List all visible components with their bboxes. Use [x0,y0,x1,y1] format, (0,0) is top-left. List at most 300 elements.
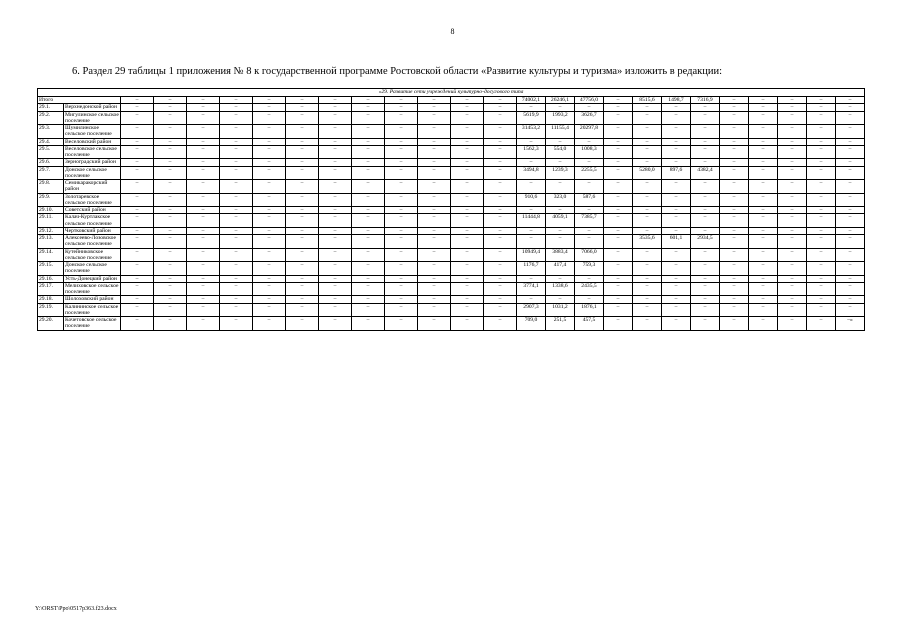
data-cell: – [418,125,451,139]
data-cell: – [484,282,517,296]
data-cell: – [807,166,836,180]
data-cell: – [720,97,749,104]
row-name: Чертковский район [64,227,121,234]
data-cell: – [633,227,662,234]
data-cell: – [691,275,720,282]
data-cell: – [187,97,220,104]
data-cell: – [418,296,451,303]
data-cell: – [836,111,865,125]
data-cell: – [517,275,546,282]
data-cell: – [778,159,807,166]
data-cell: – [385,275,418,282]
data-cell: – [749,193,778,207]
data-cell: – [418,317,451,331]
data-cell: – [778,166,807,180]
data-cell: – [749,262,778,276]
data-cell: – [484,296,517,303]
row-number: 29.15. [38,262,64,276]
data-cell: – [836,214,865,228]
data-cell: – [546,296,575,303]
data-cell: – [836,282,865,296]
data-cell: – [451,262,484,276]
data-cell: – [451,104,484,111]
data-cell: – [778,227,807,234]
data-cell: – [418,166,451,180]
table-row [38,166,865,180]
data-cell: – [451,145,484,159]
data-cell: – [187,282,220,296]
data-cell: 11155,4 [546,125,575,139]
data-cell: 251,5 [546,317,575,331]
row-number: 29.14. [38,248,64,262]
data-cell: – [352,180,385,194]
data-cell: – [121,317,154,331]
data-cell: – [220,193,253,207]
data-cell: – [720,262,749,276]
data-cell: – [633,180,662,194]
data-cell: – [633,248,662,262]
data-cell: – [385,227,418,234]
data-cell: – [154,296,187,303]
data-cell: – [749,303,778,317]
table-row [38,207,865,214]
data-cell: – [749,282,778,296]
row-number: 29.2. [38,111,64,125]
data-cell: – [187,207,220,214]
data-cell: – [253,296,286,303]
data-cell: – [662,180,691,194]
data-cell: – [807,214,836,228]
data-cell: – [253,159,286,166]
data-cell: – [286,159,319,166]
data-cell: 74002,1 [517,97,546,104]
data-cell: – [121,235,154,249]
data-cell: –» [836,317,865,331]
data-cell: – [286,214,319,228]
data-cell: – [546,159,575,166]
data-cell: 5619,9 [517,111,546,125]
row-name: Калач-Куртлакское сельское поселение [64,214,121,228]
data-cell: – [749,111,778,125]
table-row [38,111,865,125]
data-cell: – [575,104,604,111]
data-cell: – [778,317,807,331]
data-cell: 47756,0 [575,97,604,104]
data-cell: – [604,248,633,262]
data-cell: 7066,0 [575,248,604,262]
data-cell: – [807,193,836,207]
data-cell: – [633,145,662,159]
data-cell: – [604,111,633,125]
data-cell: – [253,145,286,159]
data-cell: – [807,159,836,166]
data-cell: 554,0 [546,145,575,159]
data-cell: – [121,104,154,111]
row-number: 29.4. [38,138,64,145]
data-cell: – [807,138,836,145]
data-cell: – [352,262,385,276]
data-cell: – [778,248,807,262]
data-cell: – [451,303,484,317]
data-cell: – [352,235,385,249]
data-cell: – [807,207,836,214]
data-cell: – [836,180,865,194]
data-cell: – [633,296,662,303]
data-cell: – [253,214,286,228]
data-cell: – [836,275,865,282]
data-cell: – [604,296,633,303]
data-cell: – [778,303,807,317]
data-cell: – [778,111,807,125]
data-cell: – [121,303,154,317]
data-cell: – [720,111,749,125]
data-cell: – [720,227,749,234]
data-cell: – [385,138,418,145]
data-cell: – [546,207,575,214]
data-cell: – [604,227,633,234]
data-cell: 20297,8 [575,125,604,139]
data-cell: – [220,104,253,111]
data-cell: – [352,227,385,234]
row-number: 29.1. [38,104,64,111]
data-cell: – [286,145,319,159]
data-cell: – [633,207,662,214]
data-cell: – [778,296,807,303]
data-cell: – [352,97,385,104]
data-cell: – [451,159,484,166]
data-cell: – [778,235,807,249]
data-cell: – [187,125,220,139]
data-cell: – [253,248,286,262]
row-name: Зерноградский район [64,159,121,166]
data-cell: – [220,275,253,282]
data-cell: – [691,262,720,276]
data-cell: – [187,262,220,276]
data-cell: – [778,275,807,282]
data-cell: – [220,317,253,331]
data-cell: – [121,248,154,262]
data-cell: 1239,3 [546,166,575,180]
row-name: Семикаракорский район [64,180,121,194]
data-cell: – [662,248,691,262]
data-cell: – [451,125,484,139]
data-cell: – [385,296,418,303]
data-cell: – [352,159,385,166]
data-cell: – [691,296,720,303]
row-number: 29.9. [38,193,64,207]
data-cell: – [418,303,451,317]
row-name: Мигулинское сельское поселение [65,111,119,124]
data-cell: – [807,97,836,104]
data-cell: – [385,104,418,111]
row-number: 29.18. [38,296,64,303]
data-cell: – [220,214,253,228]
data-cell: – [187,180,220,194]
data-cell: – [352,166,385,180]
data-cell: – [286,235,319,249]
data-cell: – [604,180,633,194]
data-cell: 1498,7 [662,97,691,104]
data-cell: – [778,138,807,145]
row-name: Мелиховское сельское поселение [64,282,121,296]
data-cell: – [319,180,352,194]
data-cell: 3535,6 [633,235,662,249]
data-cell: – [575,227,604,234]
data-cell: – [807,227,836,234]
data-cell: – [451,275,484,282]
data-cell: – [575,180,604,194]
data-cell: – [517,207,546,214]
data-cell: – [836,303,865,317]
data-cell: – [720,303,749,317]
data-cell: – [319,159,352,166]
data-cell: – [286,193,319,207]
data-cell: – [286,138,319,145]
row-number: 29.13. [38,235,64,249]
data-cell: – [484,159,517,166]
row-label: Итого [38,97,121,104]
data-cell: – [451,227,484,234]
data-cell: – [187,303,220,317]
data-cell: – [352,282,385,296]
data-cell: – [352,248,385,262]
data-cell: – [286,180,319,194]
data-cell: – [662,227,691,234]
data-cell: – [385,125,418,139]
data-cell: – [720,125,749,139]
data-cell: – [807,296,836,303]
data-cell: – [691,145,720,159]
data-cell: – [691,248,720,262]
data-cell: – [253,282,286,296]
data-cell: – [484,303,517,317]
row-name: Донское сельское поселение [64,262,121,276]
data-cell: – [484,207,517,214]
row-name: Веселовский район [64,138,121,145]
data-cell: – [154,104,187,111]
data-cell: – [633,317,662,331]
data-cell: – [319,125,352,139]
data-cell: 2255,5 [575,166,604,180]
data-cell: – [154,180,187,194]
data-cell: – [633,282,662,296]
data-cell: – [385,248,418,262]
data-cell: – [720,207,749,214]
data-cell: – [604,214,633,228]
data-cell: 5280,0 [633,166,662,180]
data-cell: – [154,145,187,159]
program-table [37,88,865,331]
row-name: Кочетовское сельское поселение [64,317,121,331]
data-cell: – [154,275,187,282]
data-cell: – [662,145,691,159]
data-cell: – [720,282,749,296]
data-cell: – [484,193,517,207]
data-cell: – [154,235,187,249]
data-cell: – [253,262,286,276]
data-cell: – [691,207,720,214]
data-cell: – [575,235,604,249]
data-cell: – [749,227,778,234]
data-cell: – [154,227,187,234]
data-cell: – [352,303,385,317]
data-cell: – [187,227,220,234]
data-cell: 4382,4 [691,166,720,180]
data-cell: – [319,138,352,145]
data-cell: – [662,317,691,331]
data-cell: – [451,111,484,125]
data-cell: – [546,104,575,111]
data-cell: – [807,111,836,125]
data-cell: – [253,104,286,111]
data-cell: – [778,207,807,214]
data-cell: – [385,159,418,166]
row-number: 29.17. [38,282,64,296]
data-cell: – [484,180,517,194]
data-cell: 8515,6 [633,97,662,104]
data-cell: – [720,275,749,282]
data-cell: – [604,97,633,104]
table-row [38,104,865,111]
data-cell: – [451,166,484,180]
table-row [38,145,865,159]
data-cell: – [749,180,778,194]
data-cell: – [691,214,720,228]
table-row [38,317,865,331]
data-cell: – [633,125,662,139]
data-cell: – [778,262,807,276]
data-cell: – [484,235,517,249]
data-cell: – [154,207,187,214]
data-cell: – [154,214,187,228]
data-cell: 2907,3 [517,303,546,317]
data-cell: – [662,207,691,214]
row-name: Усть-Донецкий район [64,275,121,282]
row-number: 29.8. [38,180,64,194]
data-cell: 4059,1 [546,214,575,228]
data-cell: – [807,282,836,296]
data-cell: – [286,262,319,276]
data-cell: – [691,125,720,139]
table-row [38,282,865,296]
data-cell: – [220,166,253,180]
row-name: Веселовское сельское поселение [64,145,121,159]
row-number: 29.19. [38,303,64,317]
row-name: Советский район [64,207,121,214]
data-cell: – [319,104,352,111]
data-cell: – [517,104,546,111]
data-cell: – [286,111,319,125]
data-cell: – [836,104,865,111]
row-number: 29.5. [38,145,64,159]
data-cell: – [121,227,154,234]
table-row [38,296,865,303]
data-cell: – [749,125,778,139]
data-cell: – [220,262,253,276]
data-cell: – [633,275,662,282]
data-cell: – [121,282,154,296]
data-cell: – [633,159,662,166]
data-cell: – [253,227,286,234]
data-cell: 10949,4 [517,248,546,262]
data-cell: – [319,303,352,317]
data-cell: – [662,275,691,282]
table-row [38,235,865,249]
data-cell: – [385,166,418,180]
data-cell: – [778,97,807,104]
data-cell: – [352,111,385,125]
data-cell: – [484,214,517,228]
data-cell: – [749,275,778,282]
data-cell: – [418,282,451,296]
row-name: Золотаревское сельское поселение [64,193,121,207]
data-cell: – [154,138,187,145]
data-cell: – [604,317,633,331]
data-cell: – [121,97,154,104]
data-cell: 910,6 [517,193,546,207]
data-cell: – [836,227,865,234]
data-cell: – [121,296,154,303]
data-cell: – [418,227,451,234]
data-cell: – [286,97,319,104]
data-cell: – [484,97,517,104]
data-cell: – [691,193,720,207]
row-number: 29.7. [38,166,64,180]
data-cell: – [720,104,749,111]
data-cell: – [517,180,546,194]
data-cell: – [319,214,352,228]
data-cell: – [121,166,154,180]
data-cell: – [352,317,385,331]
data-cell: – [604,282,633,296]
data-cell: – [778,193,807,207]
data-cell: – [546,235,575,249]
data-cell: – [187,235,220,249]
data-cell: – [220,207,253,214]
row-number: 29.3. [38,125,64,139]
data-cell: – [720,193,749,207]
data-cell: – [451,214,484,228]
data-cell: – [720,248,749,262]
data-cell: – [484,111,517,125]
row-name: Алексеево-Лозовское сельское поселение [64,235,121,249]
data-cell: – [352,145,385,159]
data-cell: – [662,111,691,125]
data-cell: – [352,104,385,111]
data-cell: – [604,138,633,145]
data-cell: 3883,4 [546,248,575,262]
data-cell: – [220,180,253,194]
data-cell: – [836,145,865,159]
data-cell: – [604,262,633,276]
data-cell: – [286,296,319,303]
data-cell: – [253,303,286,317]
data-cell: – [253,275,286,282]
data-cell: – [517,138,546,145]
data-cell: – [575,138,604,145]
data-cell: – [385,317,418,331]
data-cell: 1338,6 [546,282,575,296]
data-cell: – [286,227,319,234]
row-name: Калининское сельское поселение [64,303,121,317]
data-cell: – [662,214,691,228]
data-cell: – [352,296,385,303]
data-cell: – [121,180,154,194]
data-cell: 897,6 [662,166,691,180]
data-cell: – [836,296,865,303]
data-cell: – [807,303,836,317]
data-cell: – [749,214,778,228]
